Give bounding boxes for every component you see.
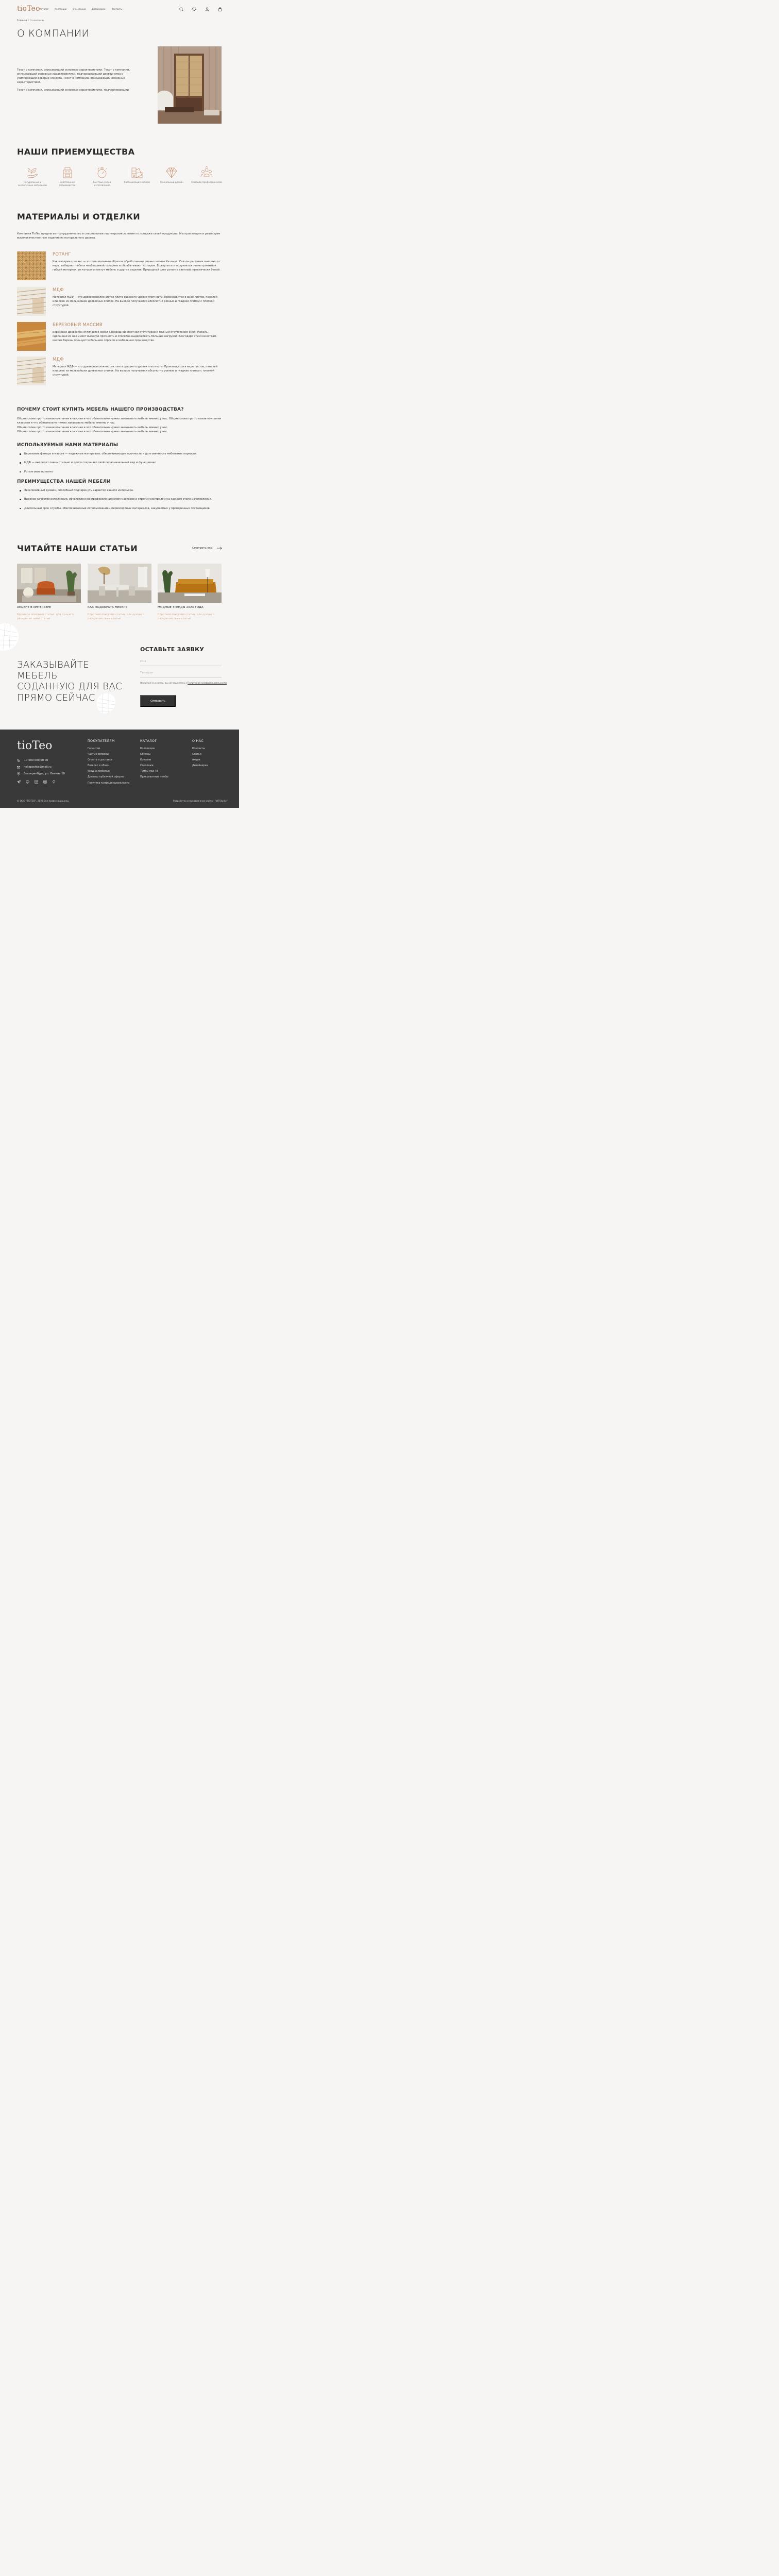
arrow-right-icon xyxy=(217,547,222,550)
nav-contacts[interactable]: Контакты xyxy=(111,8,123,10)
cta-title-line: ПРЯМО СЕЙЧАС xyxy=(17,692,95,703)
footer-col-links xyxy=(192,748,208,767)
name-field[interactable]: Имя xyxy=(140,660,222,666)
footer-link[interactable]: Статьи xyxy=(192,753,201,756)
footer-col-links xyxy=(88,748,129,785)
location-pin-icon xyxy=(17,772,20,775)
advantage-label: Команда профессионалов xyxy=(191,181,222,184)
article-image xyxy=(158,564,222,603)
article-card[interactable] xyxy=(88,564,151,621)
footer-address-text: Екатеринбург, ул. Ленина 18 xyxy=(24,772,65,775)
advantage-label: Быстрые сроки изготовления xyxy=(93,181,111,188)
vk-icon[interactable] xyxy=(35,780,38,784)
about-photo xyxy=(158,46,222,124)
advantage-item xyxy=(191,166,222,188)
breadcrumb-current: О компании xyxy=(29,20,45,22)
material-title: МДФ xyxy=(53,357,64,362)
team-icon xyxy=(200,166,213,179)
footer-col-catalog xyxy=(140,739,168,778)
nav-about[interactable]: О компании xyxy=(73,8,86,10)
footer-link[interactable]: Акции xyxy=(192,759,200,762)
breadcrumb-home[interactable]: Главная xyxy=(17,20,27,22)
used-materials-title: ИСПОЛЬЗУЕМЫЕ НАМИ МАТЕРИАЛЫ xyxy=(17,443,118,448)
footer-link[interactable]: Дизайнерам xyxy=(192,765,209,768)
about-text xyxy=(17,68,137,96)
see-all-label: Смотреть все xyxy=(192,547,213,550)
advantage-label: Уникальный дизайн xyxy=(160,181,184,184)
material-photo-mdf xyxy=(17,357,46,385)
advantage-item xyxy=(17,166,48,188)
consent-text xyxy=(140,682,227,685)
article-image xyxy=(17,564,81,603)
list-item: МДФ — выглядит очень стильно и долго сохраняет свой первоначальный вид и функционал xyxy=(20,461,222,465)
footer xyxy=(0,730,239,808)
user-icon[interactable] xyxy=(205,7,210,12)
about-paragraph: Текст о компании, описывающий основные характеристики, подчеркивающий xyxy=(17,89,129,92)
material-photo-rattan xyxy=(17,251,46,280)
footer-logo[interactable]: tioTeo xyxy=(17,739,53,752)
form-title: ОСТАВЬТЕ ЗАЯВКУ xyxy=(140,646,205,653)
footer-col-title: КАТАЛОГ xyxy=(140,739,157,743)
material-item xyxy=(17,357,222,385)
benefits-list xyxy=(20,488,222,515)
footer-email-text: hellopochta@mail.ru xyxy=(24,766,52,769)
advantage-item xyxy=(87,166,117,188)
article-title: АКЦЕНТ В ИНТЕРЬЕРЕ xyxy=(17,606,52,609)
article-card[interactable] xyxy=(17,564,81,621)
cart-icon[interactable] xyxy=(217,7,223,12)
advantage-label: Натуральные и экологичные материалы xyxy=(18,181,47,188)
footer-link[interactable]: Прикроватные тумбы xyxy=(140,776,168,779)
cta-title-line: СОДАННУЮ ДЛЯ ВАС xyxy=(17,681,123,692)
social-links xyxy=(17,780,56,784)
about-paragraph: Текст о компании, описывающий основные характеристики. Текст о компании, описывающий основные характеристики, подчеркивающий достоинства и усиливающий доверие клиента. Текст о компании, описывающий основные характеристики. xyxy=(17,69,130,84)
advantages-list xyxy=(17,166,222,188)
copyright: © ООО "TIOTEO", 2023 Все права защищены xyxy=(17,800,69,803)
advantage-item xyxy=(156,166,187,188)
heart-icon[interactable] xyxy=(192,7,197,12)
privacy-policy-link[interactable]: Политикой конфиденциальности xyxy=(188,682,227,685)
list-item: Ротанговое полотно xyxy=(20,470,222,474)
article-title: МОДНЫЕ ТРЕНДЫ 2023 ГОДА xyxy=(158,606,204,609)
footer-link[interactable]: Возврат и обмен xyxy=(88,765,110,768)
material-photo-mdf xyxy=(17,287,46,316)
pinterest-icon[interactable] xyxy=(52,780,56,784)
stopwatch-icon xyxy=(95,166,109,179)
nav-designers[interactable]: Дизайнерам xyxy=(92,8,106,10)
article-title: КАК ПОДОБРАТЬ МЕБЕЛЬ xyxy=(88,606,128,609)
used-materials-list xyxy=(20,452,222,479)
list-item: Длительный срок службы, обеспечиваемый использованием первосортных материалов, закупаемых у проверенных поставщиков. xyxy=(20,506,222,511)
footer-link[interactable]: Гарантии xyxy=(88,748,100,750)
developer-credit[interactable]: Разработка и продвижение сайта - "WTStudio" xyxy=(173,800,228,803)
advantages-title: НАШИ ПРИЕМУЩЕСТВА xyxy=(17,147,135,157)
footer-link[interactable]: Коллекции xyxy=(140,748,155,750)
material-item xyxy=(17,251,222,280)
nav-collections[interactable]: Коллекции xyxy=(55,8,67,10)
header-actions xyxy=(179,7,223,12)
why-title: ПОЧЕМУ СТОИТ КУПИТЬ МЕБЕЛЬ НАШЕГО ПРОИЗВОДСТВА? xyxy=(17,407,184,412)
leaf-hand-icon xyxy=(26,166,39,179)
whatsapp-icon[interactable] xyxy=(26,780,29,784)
footer-email[interactable] xyxy=(17,766,52,769)
why-line: Общие слова про то какая компания классная и что обязательно нужно заказывать мебель именно у нас. xyxy=(17,430,168,433)
footer-link[interactable]: Политика конфиденциальности xyxy=(88,782,130,785)
footer-col-title: О НАС xyxy=(192,739,204,743)
material-item xyxy=(17,287,222,316)
footer-link[interactable]: Консоли xyxy=(140,759,151,762)
footer-phone[interactable] xyxy=(17,759,48,762)
materials-title: МАТЕРИАЛЫ И ОТДЕЛКИ xyxy=(17,212,141,222)
advantage-item xyxy=(122,166,153,188)
decor-shape xyxy=(0,621,20,651)
factory-icon xyxy=(61,166,74,179)
nav-catalog[interactable]: Каталог xyxy=(40,8,49,10)
footer-link[interactable]: Договор публичной оферты xyxy=(88,776,124,779)
material-text: Материал МДФ — это древесноволокнистая плита среднего уровня плотности. Производится в виде листов, панелей или реек из мельчайших древесных опилок. На выходе получаются абсолютно ровные и гладкие плитки с плотной структурой. xyxy=(53,296,217,307)
material-text: Материал МДФ — это древесноволокнистая плита среднего уровня плотности. Производится в виде листов, панелей или реек из мельчайших древесных опилок. На выходе получаются абсолютно ровные и гладкие плитки с плотной структурой. xyxy=(53,365,217,377)
benefits-title: ПРЕИМУЩЕСТВА НАШЕЙ МЕБЕЛИ xyxy=(17,479,111,484)
page-title: О КОМПАНИИ xyxy=(17,28,90,39)
footer-link[interactable]: Тумбы под ТВ xyxy=(140,770,158,773)
materials-intro: Компания TioTeo предлагает сотрудничество и специальные партнерские условия по продаже своей продукции. Мы производим и реализуем высококачественные изделия из натурального дерева. xyxy=(17,232,221,240)
footer-phone-text: +7 000 000 00 00 xyxy=(24,759,48,762)
submit-button[interactable]: Отправить xyxy=(140,695,176,707)
mail-icon xyxy=(17,766,20,769)
footer-link[interactable]: Комоды xyxy=(140,753,150,756)
footer-link[interactable]: Стеллажи xyxy=(140,765,154,768)
palette-swatches-icon xyxy=(130,166,144,179)
article-image xyxy=(88,564,151,603)
article-card[interactable] xyxy=(158,564,222,621)
phone-field[interactable]: Телефон xyxy=(140,671,222,677)
material-title: МДФ xyxy=(53,287,64,292)
list-item: Эксклюзивный дизайн, способный подчеркнуть характер вашего интерьера. xyxy=(20,488,222,493)
phone-icon xyxy=(17,759,20,762)
advantage-label: Собственное производство xyxy=(59,181,76,188)
footer-link[interactable]: Частые вопросы xyxy=(88,753,109,756)
footer-col-customers xyxy=(88,739,129,785)
search-icon[interactable] xyxy=(179,7,184,12)
article-desc: Короткое описание статьи, для лучшего раскрытия темы статьи xyxy=(158,613,214,620)
material-text: Как материал ротанг — это специальным образом обработанные лианы пальмы Каламус. Стволы растения очищают от коры, отбирают побеги необходимой толщины и обрабатывают их паром. В результате получается очень прочный и гибкий материал, из которого плетут мебель и другие изделия. Природный цвет ротанга светлый, практически белый. xyxy=(53,260,221,272)
why-line: Общие слова про то какая компания классная и что обязательно нужно заказывать мебель именно у нас. xyxy=(17,426,168,429)
logo[interactable]: tioTeo xyxy=(17,5,40,13)
articles-title: ЧИТАЙТЕ НАШИ СТАТЬИ xyxy=(17,544,138,553)
see-all-link[interactable] xyxy=(192,547,222,550)
footer-link[interactable]: Оплата и доставка xyxy=(88,759,113,762)
why-text xyxy=(17,417,222,434)
footer-link[interactable]: Контакты xyxy=(192,748,205,750)
breadcrumb xyxy=(17,20,44,22)
material-item xyxy=(17,322,222,351)
diamond-icon xyxy=(165,166,178,179)
footer-col-title: ПОКУПАТЕЛЯМ xyxy=(88,739,115,743)
cta-title-line: ЗАКАЗЫВАЙТЕ МЕБЕЛЬ xyxy=(17,659,89,682)
footer-col-links xyxy=(140,748,168,778)
footer-address xyxy=(17,772,65,775)
advantage-item xyxy=(52,166,83,188)
main-nav xyxy=(40,8,122,10)
material-title: РОТАНГ xyxy=(53,251,71,257)
telegram-icon[interactable] xyxy=(17,780,21,784)
why-line: Общие слова про то какая компания классная и что обязательно нужно заказывать мебель именно у нас. Общие слова про то какая компания классная и что обязательно нужно заказывать мебель именно у нас. xyxy=(17,417,221,425)
material-text: Березовая древесина отличается своей однородной, плотной структурой и полным отсутствием смол. Мебель , сделанная из нее имеет высокую прочность и способна выдерживать большие нагрузки. Благодаря этим качествам, массив березы пользуется большим спросом в мебельном производстве. xyxy=(53,331,217,342)
advantage-label: Кастомизация мебели xyxy=(124,181,150,184)
consent-label: Нажимая на кнопку, вы соглашаетесь с xyxy=(140,682,187,685)
footer-link[interactable]: Уход за мебелью xyxy=(88,770,110,773)
breadcrumb-separator: / xyxy=(28,20,29,22)
article-desc: Короткое описание статьи, для лучшего раскрытия темы статьи xyxy=(17,613,74,620)
list-item: Высокое качество исполнения, обусловленное профессионализмом мастеров и строгим контролем на каждом этапе изготовления. xyxy=(20,497,222,501)
material-title: БЕРЕЗОВЫЙ МАССИВ xyxy=(53,322,103,327)
instagram-icon[interactable] xyxy=(43,780,47,784)
list-item: Березовые фанера и масcив — надежные материалы, обеспечивающие прочность и долговечность мебельных каркасов. xyxy=(20,452,222,456)
cta-title xyxy=(17,659,125,703)
material-photo-birch xyxy=(17,322,46,351)
footer-col-about xyxy=(192,739,208,767)
article-desc: Короткое описание статьи, для лучшего раскрытия темы статьи xyxy=(88,613,144,620)
